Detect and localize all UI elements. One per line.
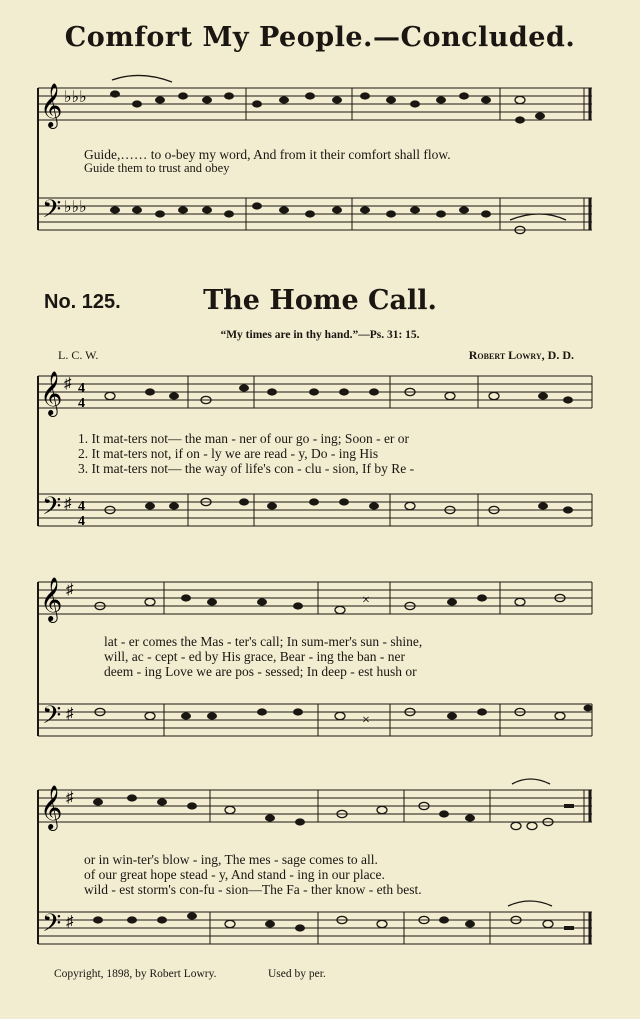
system-3-verse-1: or in win-ter's blow - ing, The mes - sage comes to all. [84, 852, 378, 867]
svg-text:×: × [362, 713, 370, 728]
permission-notice: Used by per. [268, 968, 326, 980]
svg-text:♯: ♯ [66, 582, 74, 598]
copyright-notice: Copyright, 1898, by Robert Lowry. [54, 968, 217, 980]
hymn-title: The Home Call. [203, 285, 437, 316]
system-1-verse-1: 1. It mat-ters not— the man - ner of our go - ing; Soon - er or [78, 431, 410, 446]
system-3-verse-3: wild - est storm's con-fu - sion—The Fa - ther know - eth best. [84, 882, 422, 897]
svg-text:𝄢: 𝄢 [42, 702, 62, 735]
svg-text:♭♭♭: ♭♭♭ [64, 89, 87, 106]
svg-text:♯: ♯ [64, 376, 72, 392]
system-1-verse-2: 2. It mat-ters not, if on - ly we are read - y, Do - ing His [78, 446, 379, 461]
svg-text:♭♭♭: ♭♭♭ [64, 199, 87, 216]
words-author: L. C. W. [58, 348, 99, 362]
svg-text:×: × [362, 593, 370, 608]
system-2-verse-3: deem - ing Love we are pos - sessed; In deep - est hush or [104, 664, 417, 679]
system-2-verse-1: lat - er comes the Mas - ter's call; In sum-mer's sun - shine, [104, 634, 423, 649]
system-3-verse-2: of our great hope stead - y, And stand - ing in our place. [84, 867, 385, 882]
music-composer: Robert Lowry, D. D. [468, 348, 574, 362]
system-1-verse-3: 3. It mat-ters not— the way of life's con - clu - sion, If by Re - [78, 461, 415, 476]
svg-text:𝄞: 𝄞 [40, 787, 63, 829]
svg-text:4: 4 [78, 514, 85, 529]
continued-lyric-line-2: Guide them to trust and obey [84, 161, 230, 175]
svg-text:4: 4 [78, 396, 85, 411]
svg-text:♯: ♯ [66, 706, 74, 722]
svg-text:𝄢: 𝄢 [42, 493, 62, 526]
svg-text:♯: ♯ [64, 496, 72, 512]
svg-text:𝄞: 𝄞 [40, 373, 63, 415]
svg-text:4: 4 [78, 499, 85, 514]
hymn-epigraph: “My times are in thy hand.”—Ps. 31: 15. [220, 329, 420, 341]
continued-hymn-title: Comfort My People.—Concluded. [64, 22, 576, 53]
hymn-number: No. 125. [44, 291, 121, 313]
svg-text:4: 4 [78, 381, 85, 396]
system-2-verse-2: will, ac - cept - ed by His grace, Bear - ing the ban - ner [104, 649, 406, 664]
svg-text:𝄢: 𝄢 [42, 195, 62, 230]
svg-text:𝄞: 𝄞 [40, 579, 63, 621]
svg-text:♯: ♯ [66, 790, 74, 806]
svg-text:𝄢: 𝄢 [42, 910, 62, 943]
svg-text:𝄞: 𝄞 [40, 83, 63, 127]
svg-text:♯: ♯ [66, 914, 74, 930]
continued-lyric-line-1: Guide,…… to o-bey my word, And from it their comfort shall flow. [84, 147, 451, 162]
